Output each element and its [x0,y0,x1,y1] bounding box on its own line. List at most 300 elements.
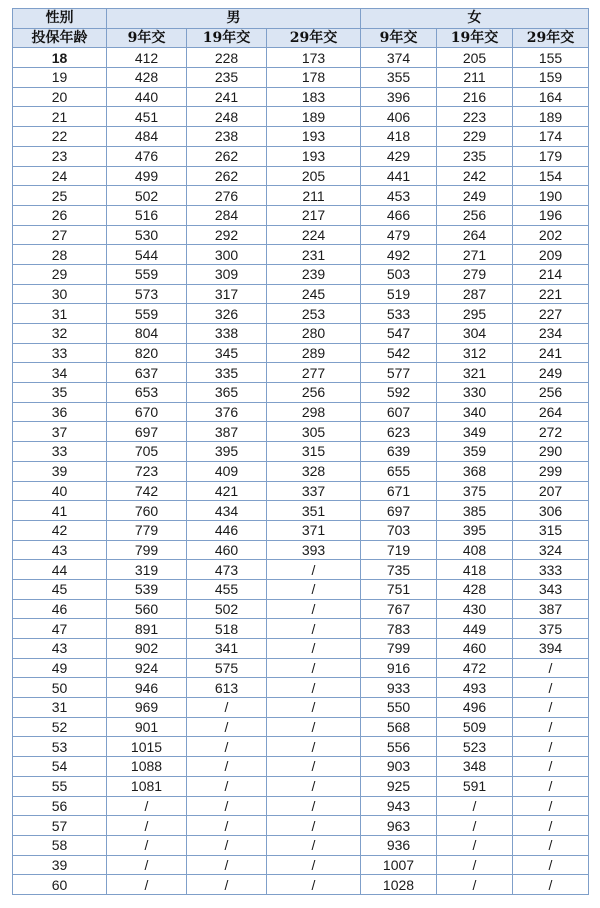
female-29-cell: 324 [513,540,589,560]
male-29-cell: 393 [267,540,361,560]
female-9-cell: 607 [361,402,437,422]
female-9-cell: 418 [361,127,437,147]
female-19-cell: 211 [437,68,513,88]
age-cell: 50 [13,678,107,698]
female-29-cell: / [513,816,589,836]
table-row [13,560,589,580]
female-9-cell: 556 [361,737,437,757]
female-19-cell: / [437,855,513,875]
male-29-cell: 211 [267,186,361,206]
female-29-cell: 394 [513,639,589,659]
female-19-cell: 472 [437,658,513,678]
female-19-cell: 496 [437,698,513,718]
male-19-cell: / [187,855,267,875]
female-19-cell: 340 [437,402,513,422]
premium-table [12,8,589,895]
male-29-cell: / [267,658,361,678]
table-row [13,501,589,521]
male-29-cell: 315 [267,442,361,462]
female-29-cell: 179 [513,146,589,166]
female-29-cell: 315 [513,520,589,540]
male-9-cell: 440 [107,87,187,107]
female-19-cell: 375 [437,481,513,501]
female-9-cell: 751 [361,579,437,599]
age-cell: 31 [13,698,107,718]
female-29-cell: 299 [513,461,589,481]
male-9-cell: 779 [107,520,187,540]
table-row [13,540,589,560]
age-header: 投保年龄 [13,28,107,48]
table-row [13,796,589,816]
table-row [13,87,589,107]
age-cell: 22 [13,127,107,147]
female-9-cell: 568 [361,717,437,737]
male-19-cell: 434 [187,501,267,521]
age-cell: 57 [13,816,107,836]
male-19-cell: 292 [187,225,267,245]
age-cell: 23 [13,146,107,166]
female-29-cell: 290 [513,442,589,462]
age-cell: 44 [13,560,107,580]
male-9-cell: 742 [107,481,187,501]
table-row [13,698,589,718]
male-29-cell: 280 [267,324,361,344]
table-body [13,48,589,895]
table-row [13,816,589,836]
female-19-cell: 493 [437,678,513,698]
table-row [13,619,589,639]
female-9-cell: 903 [361,757,437,777]
male-29-cell: 239 [267,264,361,284]
table-row [13,146,589,166]
female-29-cell: 209 [513,245,589,265]
male-9-cell: 428 [107,68,187,88]
male-29-cell: / [267,717,361,737]
female-9-cell: 1007 [361,855,437,875]
female-9-cell: 533 [361,304,437,324]
male-29-cell: 305 [267,422,361,442]
column-header-male-19: 19年交 [187,28,267,48]
male-19-cell: 502 [187,599,267,619]
column-header-male-9: 9年交 [107,28,187,48]
female-19-cell: / [437,875,513,895]
male-29-cell: 231 [267,245,361,265]
male-9-cell: / [107,855,187,875]
table-row [13,658,589,678]
male-29-cell: 173 [267,48,361,68]
female-9-cell: 550 [361,698,437,718]
female-19-cell: 321 [437,363,513,383]
female-header: 女 [361,9,589,29]
female-19-cell: 591 [437,776,513,796]
female-29-cell: 189 [513,107,589,127]
male-9-cell: 451 [107,107,187,127]
female-29-cell: / [513,796,589,816]
female-29-cell: 249 [513,363,589,383]
age-cell: 24 [13,166,107,186]
table-row [13,757,589,777]
male-9-cell: 559 [107,304,187,324]
female-29-cell: 256 [513,383,589,403]
female-9-cell: 479 [361,225,437,245]
age-cell: 35 [13,383,107,403]
male-19-cell: 460 [187,540,267,560]
male-9-cell: 637 [107,363,187,383]
male-29-cell: 178 [267,68,361,88]
male-19-cell: / [187,717,267,737]
male-29-cell: 205 [267,166,361,186]
male-19-cell: 421 [187,481,267,501]
table-row [13,481,589,501]
table-row [13,225,589,245]
age-cell: 55 [13,776,107,796]
female-29-cell: 164 [513,87,589,107]
age-cell: 18 [13,48,107,68]
male-19-cell: 284 [187,205,267,225]
male-29-cell: / [267,678,361,698]
male-19-cell: 473 [187,560,267,580]
male-19-cell: 262 [187,166,267,186]
female-9-cell: 542 [361,343,437,363]
age-cell: 40 [13,481,107,501]
header-row-gender [13,9,589,29]
female-29-cell: 155 [513,48,589,68]
gender-header: 性别 [13,9,107,29]
male-29-cell: / [267,698,361,718]
table-row [13,678,589,698]
male-29-cell: 371 [267,520,361,540]
table-row [13,68,589,88]
male-9-cell: 1088 [107,757,187,777]
female-9-cell: 767 [361,599,437,619]
female-29-cell: / [513,855,589,875]
male-19-cell: 613 [187,678,267,698]
age-cell: 20 [13,87,107,107]
male-9-cell: 969 [107,698,187,718]
male-19-cell: 248 [187,107,267,127]
female-29-cell: 207 [513,481,589,501]
female-29-cell: 159 [513,68,589,88]
female-9-cell: 547 [361,324,437,344]
table-row [13,717,589,737]
table-row [13,245,589,265]
male-9-cell: 502 [107,186,187,206]
male-19-cell: / [187,816,267,836]
table-row [13,186,589,206]
male-19-cell: 365 [187,383,267,403]
age-cell: 31 [13,304,107,324]
female-19-cell: 428 [437,579,513,599]
age-cell: 36 [13,402,107,422]
table-row [13,127,589,147]
male-29-cell: 253 [267,304,361,324]
age-cell: 21 [13,107,107,127]
female-9-cell: 441 [361,166,437,186]
age-cell: 29 [13,264,107,284]
age-cell: 43 [13,639,107,659]
age-cell: 39 [13,855,107,875]
male-29-cell: / [267,875,361,895]
female-19-cell: 449 [437,619,513,639]
age-cell: 37 [13,422,107,442]
age-cell: 58 [13,835,107,855]
female-9-cell: 963 [361,816,437,836]
male-29-cell: / [267,579,361,599]
female-9-cell: 519 [361,284,437,304]
age-cell: 45 [13,579,107,599]
male-9-cell: 723 [107,461,187,481]
male-29-cell: / [267,835,361,855]
table-row [13,520,589,540]
male-9-cell: 924 [107,658,187,678]
female-19-cell: 430 [437,599,513,619]
male-9-cell: 573 [107,284,187,304]
female-9-cell: 655 [361,461,437,481]
table-row [13,107,589,127]
male-19-cell: 575 [187,658,267,678]
male-19-cell: 409 [187,461,267,481]
male-19-cell: 300 [187,245,267,265]
female-9-cell: 406 [361,107,437,127]
male-9-cell: / [107,796,187,816]
male-29-cell: 245 [267,284,361,304]
male-19-cell: / [187,875,267,895]
male-9-cell: 559 [107,264,187,284]
male-19-cell: 518 [187,619,267,639]
female-19-cell: / [437,796,513,816]
female-19-cell: 287 [437,284,513,304]
female-9-cell: 453 [361,186,437,206]
female-9-cell: 799 [361,639,437,659]
age-cell: 60 [13,875,107,895]
female-19-cell: 304 [437,324,513,344]
table-row [13,264,589,284]
table-row [13,363,589,383]
female-29-cell: / [513,737,589,757]
male-9-cell: 530 [107,225,187,245]
age-cell: 30 [13,284,107,304]
male-9-cell: 560 [107,599,187,619]
female-19-cell: 242 [437,166,513,186]
female-29-cell: 202 [513,225,589,245]
female-19-cell: 368 [437,461,513,481]
male-9-cell: 799 [107,540,187,560]
header-row-columns [13,28,589,48]
female-9-cell: 703 [361,520,437,540]
female-19-cell: 395 [437,520,513,540]
age-cell: 28 [13,245,107,265]
female-9-cell: 429 [361,146,437,166]
table-row [13,461,589,481]
female-29-cell: 343 [513,579,589,599]
table-row [13,776,589,796]
female-9-cell: 396 [361,87,437,107]
female-19-cell: 523 [437,737,513,757]
male-9-cell: 1081 [107,776,187,796]
female-29-cell: 306 [513,501,589,521]
male-29-cell: / [267,737,361,757]
female-29-cell: 227 [513,304,589,324]
male-29-cell: / [267,757,361,777]
female-19-cell: 408 [437,540,513,560]
male-9-cell: 476 [107,146,187,166]
female-29-cell: 387 [513,599,589,619]
age-cell: 32 [13,324,107,344]
male-19-cell: 262 [187,146,267,166]
female-19-cell: 312 [437,343,513,363]
female-29-cell: / [513,875,589,895]
male-29-cell: 351 [267,501,361,521]
female-19-cell: 229 [437,127,513,147]
female-19-cell: 279 [437,264,513,284]
male-19-cell: 228 [187,48,267,68]
column-header-male-29: 29年交 [267,28,361,48]
male-9-cell: 1015 [107,737,187,757]
table-row [13,737,589,757]
male-29-cell: / [267,639,361,659]
female-29-cell: 214 [513,264,589,284]
age-cell: 54 [13,757,107,777]
male-19-cell: 341 [187,639,267,659]
male-19-cell: 387 [187,422,267,442]
male-9-cell: / [107,816,187,836]
male-29-cell: / [267,796,361,816]
table-row [13,855,589,875]
male-19-cell: / [187,776,267,796]
female-19-cell: 249 [437,186,513,206]
male-29-cell: 183 [267,87,361,107]
male-9-cell: 544 [107,245,187,265]
age-cell: 52 [13,717,107,737]
male-19-cell: 335 [187,363,267,383]
age-cell: 46 [13,599,107,619]
female-29-cell: 375 [513,619,589,639]
female-29-cell: / [513,717,589,737]
male-29-cell: 328 [267,461,361,481]
age-cell: 49 [13,658,107,678]
male-29-cell: / [267,816,361,836]
table-row [13,835,589,855]
male-29-cell: / [267,560,361,580]
age-cell: 41 [13,501,107,521]
female-19-cell: 349 [437,422,513,442]
male-19-cell: 235 [187,68,267,88]
female-29-cell: 174 [513,127,589,147]
female-9-cell: 466 [361,205,437,225]
table-row [13,343,589,363]
female-9-cell: 623 [361,422,437,442]
male-29-cell: 193 [267,127,361,147]
table-row [13,166,589,186]
male-29-cell: 298 [267,402,361,422]
age-cell: 33 [13,442,107,462]
table-row [13,304,589,324]
age-cell: 25 [13,186,107,206]
age-cell: 19 [13,68,107,88]
male-9-cell: 539 [107,579,187,599]
female-9-cell: 639 [361,442,437,462]
female-19-cell: 271 [437,245,513,265]
female-29-cell: 221 [513,284,589,304]
female-29-cell: 264 [513,402,589,422]
male-9-cell: / [107,875,187,895]
male-9-cell: 516 [107,205,187,225]
age-cell: 33 [13,343,107,363]
female-19-cell: 295 [437,304,513,324]
male-19-cell: 238 [187,127,267,147]
male-9-cell: 891 [107,619,187,639]
male-header: 男 [107,9,361,29]
female-19-cell: 223 [437,107,513,127]
female-19-cell: 235 [437,146,513,166]
female-9-cell: 1028 [361,875,437,895]
male-19-cell: 446 [187,520,267,540]
male-29-cell: 193 [267,146,361,166]
female-9-cell: 719 [361,540,437,560]
male-19-cell: 241 [187,87,267,107]
female-9-cell: 577 [361,363,437,383]
age-cell: 53 [13,737,107,757]
male-19-cell: 395 [187,442,267,462]
table-row [13,442,589,462]
male-19-cell: / [187,737,267,757]
female-29-cell: / [513,658,589,678]
age-cell: 34 [13,363,107,383]
male-19-cell: 455 [187,579,267,599]
male-19-cell: 376 [187,402,267,422]
table-row [13,579,589,599]
male-19-cell: 345 [187,343,267,363]
male-9-cell: 670 [107,402,187,422]
male-29-cell: 277 [267,363,361,383]
female-9-cell: 936 [361,835,437,855]
female-9-cell: 697 [361,501,437,521]
table-row [13,284,589,304]
male-19-cell: / [187,835,267,855]
female-29-cell: / [513,835,589,855]
male-29-cell: 256 [267,383,361,403]
female-19-cell: 256 [437,205,513,225]
female-29-cell: / [513,776,589,796]
male-29-cell: / [267,619,361,639]
male-29-cell: 217 [267,205,361,225]
male-9-cell: / [107,835,187,855]
female-29-cell: / [513,757,589,777]
female-19-cell: 359 [437,442,513,462]
female-9-cell: 735 [361,560,437,580]
age-cell: 43 [13,540,107,560]
table-row [13,639,589,659]
table-row [13,402,589,422]
male-19-cell: / [187,757,267,777]
age-cell: 56 [13,796,107,816]
female-9-cell: 933 [361,678,437,698]
male-9-cell: 653 [107,383,187,403]
female-19-cell: / [437,816,513,836]
female-19-cell: / [437,835,513,855]
male-29-cell: 289 [267,343,361,363]
male-9-cell: 319 [107,560,187,580]
male-9-cell: 697 [107,422,187,442]
male-19-cell: / [187,796,267,816]
female-29-cell: / [513,698,589,718]
male-9-cell: 705 [107,442,187,462]
female-29-cell: 190 [513,186,589,206]
female-19-cell: 205 [437,48,513,68]
male-9-cell: 901 [107,717,187,737]
table-row [13,48,589,68]
male-19-cell: 276 [187,186,267,206]
